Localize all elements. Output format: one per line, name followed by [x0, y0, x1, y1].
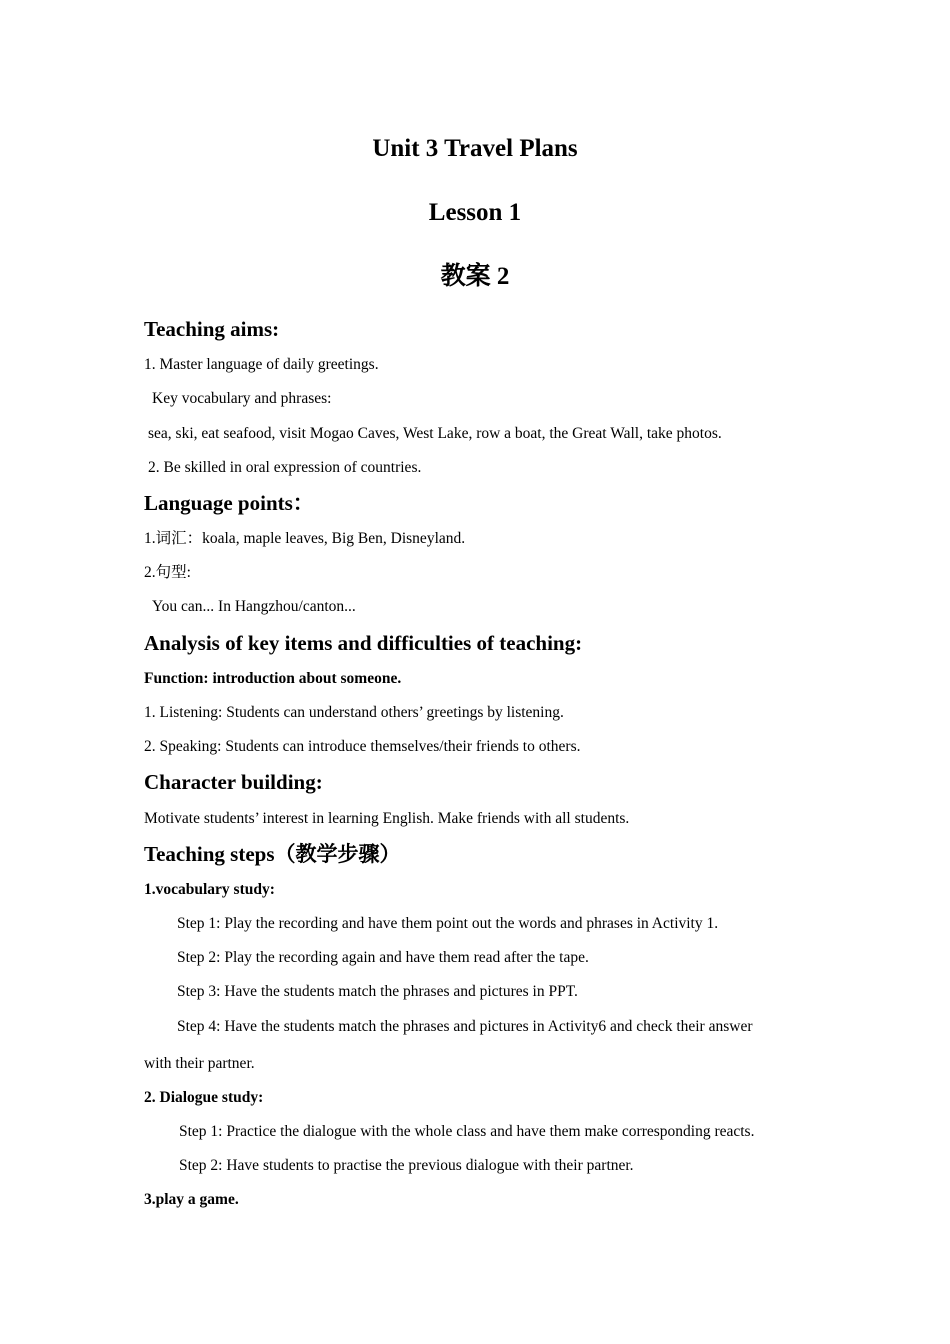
vocab-heading: 1.vocabulary study: [144, 881, 275, 898]
character-heading: Character building: [144, 770, 323, 794]
teaching-aims-line-4: 2. Be skilled in oral expression of countries. [148, 459, 422, 476]
teaching-aims-line-2: Key vocabulary and phrases: [152, 390, 332, 407]
analysis-function: Function: introduction about someone. [144, 670, 402, 687]
analysis-line-1: 1. Listening: Students can understand others’ greetings by listening. [144, 704, 564, 721]
vocab-step-1: Step 1: Play the recording and have them point out the words and phrases in Activity 1. [177, 915, 719, 932]
dialogue-step-2: Step 2: Have students to practise the previous dialogue with their partner. [179, 1157, 634, 1174]
dialogue-heading: 2. Dialogue study: [144, 1089, 264, 1106]
plan-title: 教案 2 [440, 263, 510, 290]
dialogue-step-1: Step 1: Practice the dialogue with the whole class and have them make corresponding reacts. [179, 1123, 755, 1140]
vocab-step-2: Step 2: Play the recording again and have them read after the tape. [177, 949, 589, 966]
analysis-line-2: 2. Speaking: Students can introduce themselves/their friends to others. [144, 738, 581, 755]
teaching-steps-heading: Teaching steps（教学步骤） [144, 842, 401, 866]
teaching-aims-heading: Teaching aims: [144, 317, 280, 341]
language-points-heading: Language points： [144, 491, 314, 515]
teaching-aims-line-3: sea, ski, eat seafood, visit Mogao Caves, West Lake, row a boat, the Great Wall, take photos. [148, 425, 722, 442]
document-title: Unit 3 Travel Plans [372, 135, 578, 162]
lesson-title: Lesson 1 [428, 199, 522, 226]
vocab-step-4: Step 4: Have the students match the phrases and pictures in Activity6 and check their answer [177, 1018, 753, 1035]
game-heading: 3.play a game. [144, 1191, 239, 1208]
vocab-step-3: Step 3: Have the students match the phrases and pictures in PPT. [177, 983, 578, 1000]
language-points-line-1: 1.词汇：koala, maple leaves, Big Ben, Disneyland. [144, 530, 466, 547]
analysis-heading: Analysis of key items and difficulties of teaching: [144, 631, 583, 655]
character-line-1: Motivate students’ interest in learning English. Make friends with all students. [144, 810, 630, 827]
language-points-line-3: You can... In Hangzhou/canton... [152, 598, 356, 615]
language-points-line-2: 2.句型: [144, 564, 191, 581]
vocab-step-4-continued: with their partner. [144, 1055, 255, 1072]
teaching-aims-line-1: 1. Master language of daily greetings. [144, 356, 379, 373]
